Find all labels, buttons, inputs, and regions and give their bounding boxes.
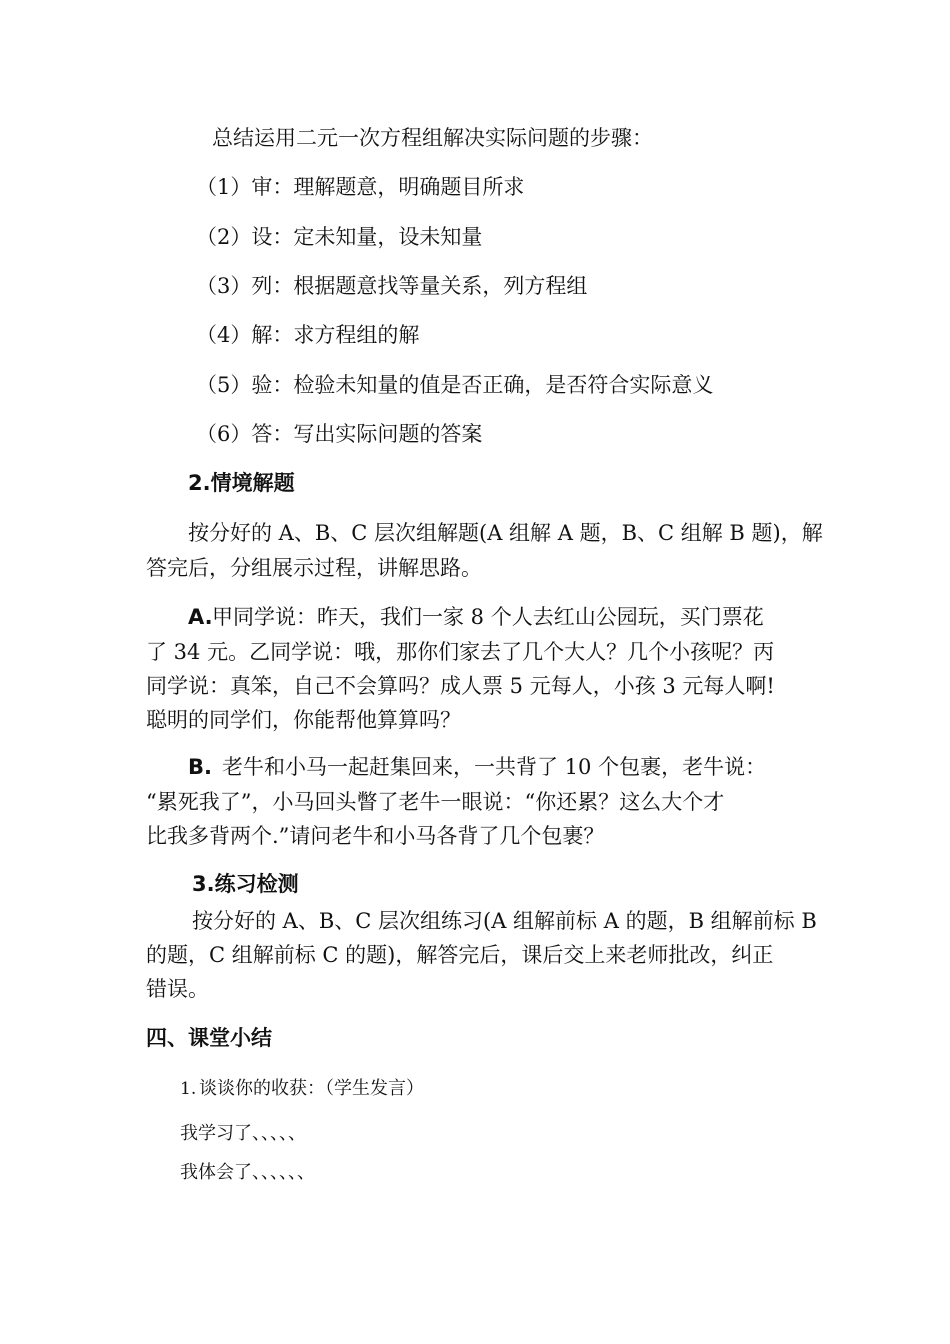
problem-a-line-4: 聪明的同学们，你能帮他算算吗？ [146,708,461,732]
step-6: （6）答：写出实际问题的答案 [196,422,483,446]
step-1: （1）审：理解题意，明确题目所求 [196,175,525,199]
step-5: （5）验：检验未知量的值是否正确，是否符合实际意义 [196,373,714,397]
section-3-line-1: 按分好的 A、B、C 层次组练习(A 组解前标 A 的题，B 组解前标 B [192,909,817,933]
section-2-heading: 2.情境解题 [188,471,295,495]
problem-b-line-2: “累死我了”，小马回头瞥了老牛一眼说：“你还累？这么大个才 [146,790,725,814]
step-2: （2）设：定未知量，设未知量 [196,225,483,249]
felt-line: 我体会了、、、、、、 [180,1162,315,1183]
summary-item-1-number: 1. [180,1079,197,1099]
section-2-intro-line-2: 答完后，分组展示过程，讲解思路。 [146,556,482,580]
problem-a-line-3: 同学说：真笨，自己不会算吗？成人票 5 元每人，小孩 3 元每人啊! [146,674,775,698]
section-3-heading: 3.练习检测 [192,872,299,896]
section-3-line-2: 的题，C 组解前标 C 的题)，解答完后，课后交上来老师批改，纠正 [146,943,774,967]
problem-a-line-1: 甲同学说：昨天，我们一家 8 个人去红山公园玩，买门票花 [212,605,764,629]
summary-intro: 总结运用二元一次方程组解决实际问题的步骤： [212,126,653,150]
problem-b-line-3: 比我多背两个.”请问老牛和小马各背了几个包裹？ [146,824,605,848]
summary-item-1-text: 谈谈你的收获：（学生发言） [199,1078,424,1099]
learned-line: 我学习了、、、、、 [180,1123,306,1144]
problem-b-line-1: 老牛和小马一起赶集回来，一共背了 10 个包裹，老牛说： [222,755,767,779]
step-4: （4）解：求方程组的解 [196,323,420,347]
problem-a-line-2: 了 34 元。乙同学说：哦，那你们家去了几个大人？几个小孩呢？丙 [146,640,775,664]
section-2-intro-line-1: 按分好的 A、B、C 层次组解题(A 组解 A 题，B、C 组解 B 题)，解 [188,521,823,545]
section-3-line-3: 错误。 [146,977,209,1001]
problem-b-label: B. [188,755,212,779]
step-3: （3）列：根据题意找等量关系，列方程组 [196,274,588,298]
section-4-heading: 四、课堂小结 [146,1026,272,1050]
problem-a-label: A. [188,605,213,629]
